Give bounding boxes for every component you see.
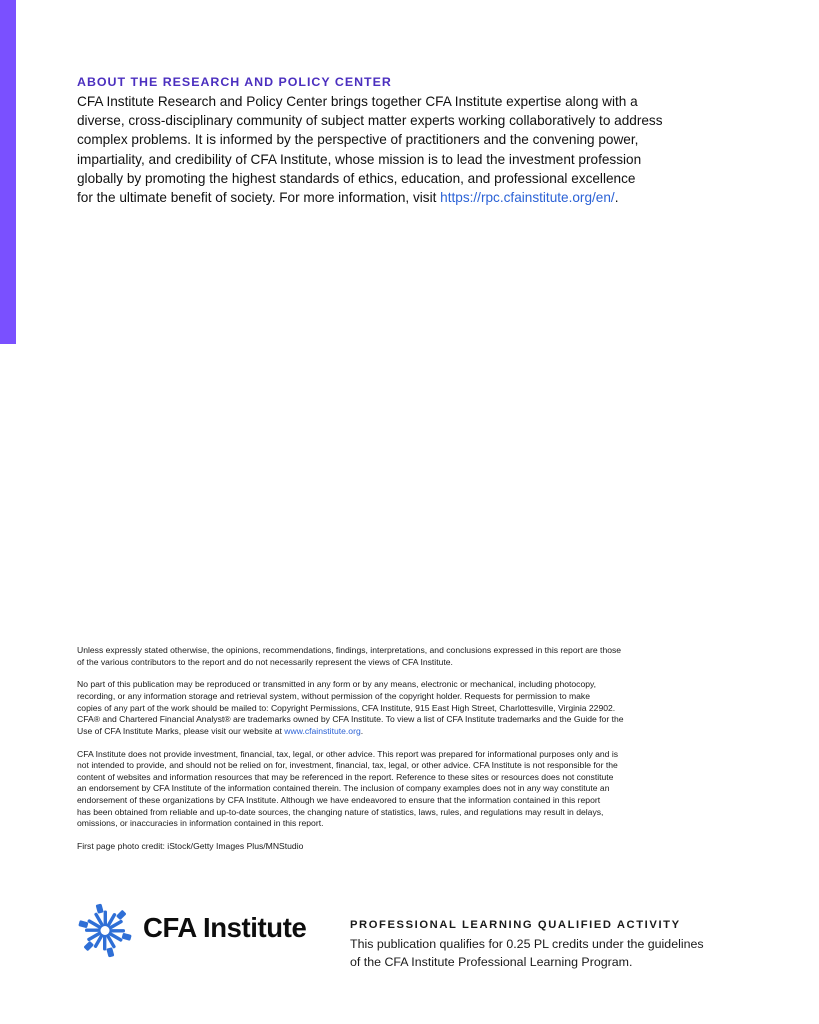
legal-line: has been obtained from reliable and up-to-date sources, the changing nature of statistics, laws, rules, and regulations may result in delays, <box>77 806 604 817</box>
about-section <box>77 74 777 207</box>
cfa-starburst-icon <box>77 903 133 959</box>
about-last-line <box>77 188 777 207</box>
about-line: CFA Institute Research and Policy Center brings together CFA Institute expertise along with a <box>77 94 638 109</box>
plqa-body <box>350 935 770 971</box>
about-line: complex problems. It is informed by the perspective of practitioners and the convening power, <box>77 132 639 148</box>
legal-line: No part of this publication may be reproduced or transmitted in any form or by any means, electronic or mechanical, including photocopy, <box>77 679 597 690</box>
legal-line: an endorsement by CFA Institute of the information contained therein. The inclusion of company examples does not in any way constitute an <box>77 783 610 794</box>
disclaimer-copyright <box>77 679 747 737</box>
legal-line: content of websites and information resources that may be referenced in the report. Reference to these sites or resources does not constitute <box>77 771 614 782</box>
disclaimer-advice <box>77 749 747 830</box>
disclaimer-opinions <box>77 645 747 668</box>
legal-line: CFA Institute does not provide investment, financial, tax, legal, or other advice. This report was prepared for informational purposes only and is <box>77 748 619 759</box>
about-line: diverse, cross-disciplinary community of subject matter experts working collaboratively to address <box>77 113 663 129</box>
legal-line: not intended to provide, and should not be relied on for, investment, financial, tax, legal, or other advice. CFA Institute is not responsible for the <box>77 760 618 771</box>
plqa-line: of the CFA Institute Professional Learning Program. <box>350 955 633 969</box>
cfainstitute-website-link[interactable]: www.cfainstitute.org <box>284 725 361 736</box>
legal-line: recording, or any information storage and retrieval system, without permission of the copyright holder. Requests for permission to make <box>77 690 591 701</box>
about-body <box>77 92 777 207</box>
about-line: impartiality, and credibility of CFA Institute, whose mission is to lead the investment profession <box>77 151 642 167</box>
about-last-line-prefix: for the ultimate benefit of society. For more information, visit <box>77 190 441 206</box>
legal-line: copies of any part of the work should be mailed to: Copyright Permissions, CFA Institute, 915 East High Street, Charlottesville, Virginia 22902. <box>77 702 616 713</box>
legal-line: CFA® and Chartered Financial Analyst® are trademarks owned by CFA Institute. To view a list of CFA Institute trademarks and the Guide for the <box>77 714 624 725</box>
legal-line-suffix: . <box>360 725 364 736</box>
about-last-line-suffix: . <box>614 190 619 206</box>
legal-line: omissions, or inaccuracies in information contained in this report. <box>77 818 324 829</box>
legal-line-prefix: Use of CFA Institute Marks, please visit our website at <box>77 725 285 736</box>
legal-line: endorsement of these organizations by CFA Institute. Although we have endeavored to ensure that the information contained in this report <box>77 794 601 805</box>
photo-credit-text: First page photo credit: iStock/Getty Images Plus/MNStudio <box>77 840 304 851</box>
legal-line <box>77 726 747 738</box>
plqa-heading: PROFESSIONAL LEARNING QUALIFIED ACTIVITY <box>350 919 681 931</box>
about-heading: ABOUT THE RESEARCH AND POLICY CENTER <box>77 75 392 89</box>
pl-qualified-activity <box>350 917 770 971</box>
rpc-website-link[interactable]: https://rpc.cfainstitute.org/en/ <box>440 190 615 206</box>
about-line: globally by promoting the highest standards of ethics, education, and professional excellence <box>77 170 636 186</box>
cfa-institute-logo <box>77 903 332 961</box>
accent-side-bar <box>0 0 16 344</box>
photo-credit <box>77 841 747 853</box>
legal-line: of the various contributors to the report and do not necessarily represent the views of CFA Institute. <box>77 656 453 667</box>
plqa-line: This publication qualifies for 0.25 PL credits under the guidelines <box>350 937 704 951</box>
legal-line: Unless expressly stated otherwise, the opinions, recommendations, findings, interpretations, and conclusions expressed in this report are those <box>77 645 622 655</box>
legal-disclaimer <box>77 645 747 864</box>
logo-wordmark: CFA Institute <box>143 912 307 943</box>
